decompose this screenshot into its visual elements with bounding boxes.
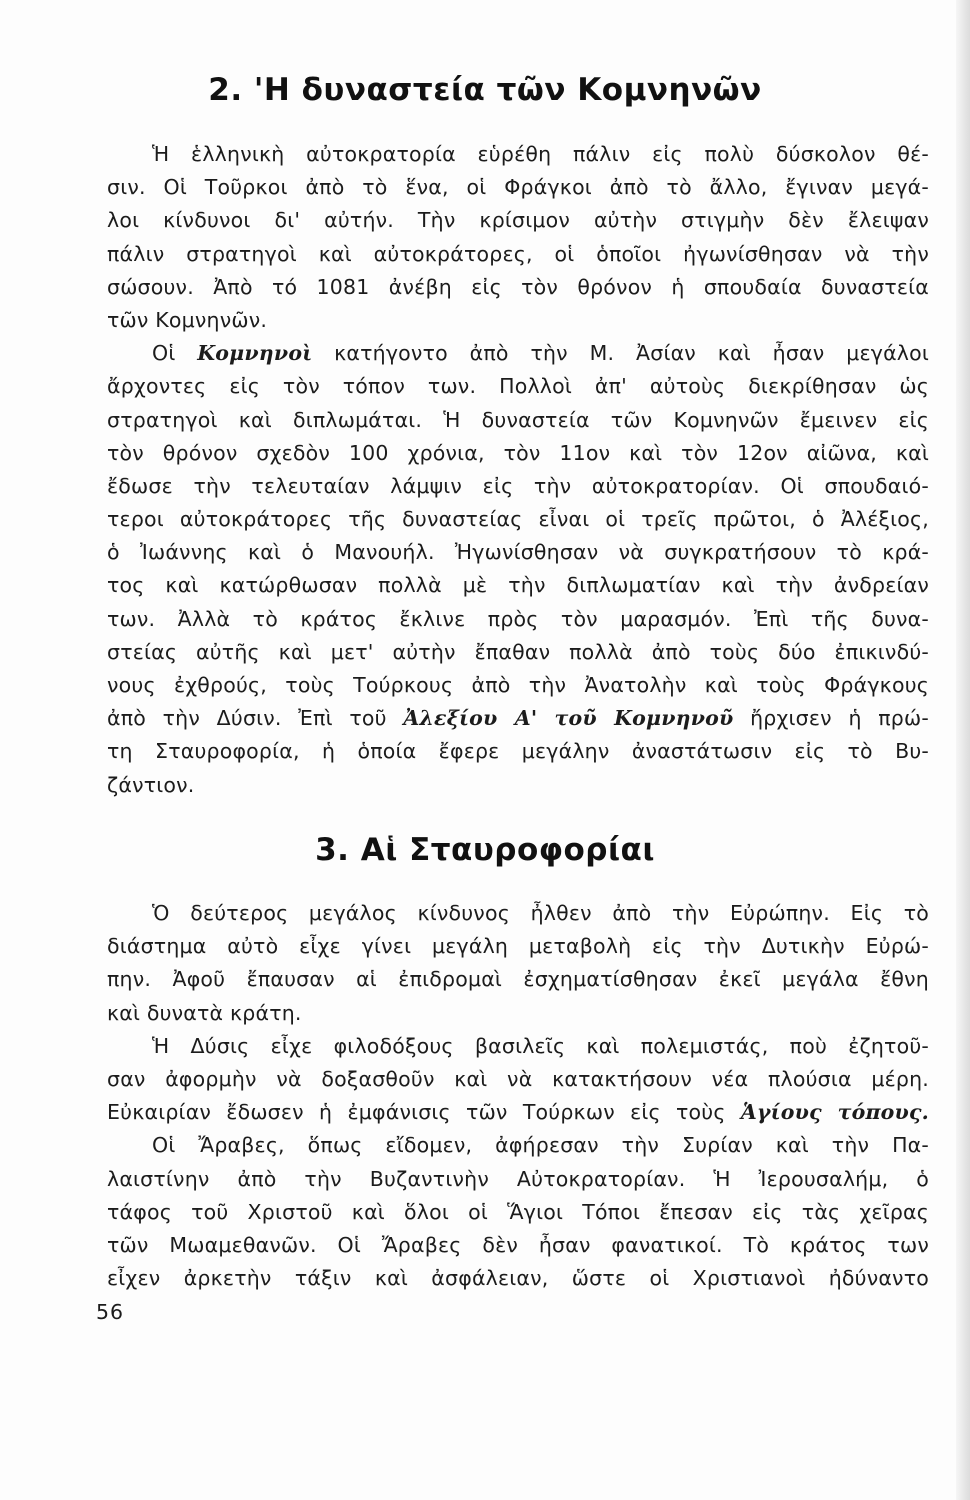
text-line: Ἡ ἑλληνικὴ αὐτοκρατορία εὑρέθη πάλιν εἰς πολὺ δύσκολον θέ- — [152, 142, 929, 166]
text-line: τη Σταυροφορία, ἡ ὁποία ἔφερε μεγάλην ἀναστάτωσιν εἰς τὸ Βυ- — [107, 739, 929, 764]
text-line: διάστημα αὐτὸ εἶχε γίνει μεγάλη μεταβολὴ εἰς τὴν Δυτικὴν Εὐρώ- — [107, 934, 929, 959]
text-line: τάφος τοῦ Χριστοῦ καὶ ὅλοι οἱ Ἅγιοι Τόποι ἔπεσαν εἰς τὰς χεῖρας — [107, 1199, 929, 1224]
text-line: Ὁ δεύτερος μεγάλος κίνδυνος ἦλθεν ἀπὸ τὴν Εὐρώπην. Εἰς τὸ — [152, 901, 929, 925]
text-line: σώσουν. Ἀπὸ τό 1081 ἀνέβη εἰς τὸν θρόνον ἡ σπουδαία δυναστεία — [107, 274, 929, 299]
text-line: πάλιν στρατηγοὶ καὶ αὐτοκράτορες, οἱ ὁποῖοι ἠγωνίσθησαν νὰ τὴν — [107, 241, 929, 266]
section-title-crusades: 3. Αἱ Σταυροφορίαι — [315, 832, 655, 868]
text-line: τῶν Μωαμεθανῶν. Οἱ Ἄραβες δὲν ἦσαν φανατικοί. Τὸ κράτος των — [107, 1232, 929, 1257]
section-body-komnenoi — [107, 138, 929, 802]
text-line: λαιστίνην ἀπὸ τὴν Βυζαντινὴν Αὐτοκρατορίαν. Ἡ Ἰερουσαλήμ, ὁ — [107, 1166, 929, 1191]
bold-term-holy-places: Ἁγίους τόπους. — [740, 1100, 929, 1125]
page-number: 56 — [96, 1300, 125, 1324]
text-line: σαν ἀφορμὴν νὰ δοξασθοῦν καὶ νὰ κατακτήσουν νέα πλούσια μέρη. — [107, 1066, 929, 1091]
text-line — [107, 337, 929, 370]
text-line: τεροι αὐτοκράτορες τῆς δυναστείας εἶναι οἱ τρεῖς πρῶτοι, ὁ Ἀλέξιος, — [107, 507, 929, 532]
text-run: ἤρχισεν ἡ πρώ- — [750, 706, 929, 731]
text-line: τὸν θρόνον σχεδὸν 100 χρόνια, τὸν 11ον καὶ τὸν 12ον αἰῶνα, καὶ — [107, 440, 929, 465]
text-line: σιν. Οἱ Τοῦρκοι ἀπὸ τὸ ἕνα, οἱ Φράγκοι ἀπὸ τὸ ἄλλο, ἔγιναν μεγά- — [107, 175, 929, 200]
text-line: στρατηγοὶ καὶ διπλωμάται. Ἡ δυναστεία τῶν Κομνηνῶν ἔμεινεν εἰς — [107, 407, 929, 432]
text-line: ἄρχοντες εἰς τὸν τόπον των. Πολλοὶ ἀπ' αὐτοὺς διεκρίθησαν ὡς — [107, 374, 929, 399]
text-run: ἀπὸ τὴν Δύσιν. Ἐπὶ τοῦ — [107, 706, 387, 731]
page-edge-shadow — [956, 0, 970, 1500]
text-line: στείας αὐτῆς καὶ μετ' αὐτὴν ἔπαθαν πολλὰ ἀπὸ τοὺς δύο ἐπικινδύ- — [107, 639, 929, 664]
text-line: των. Ἀλλὰ τὸ κράτος ἔκλινε πρὸς τὸν μαρασμόν. Ἐπὶ τῆς δυνα- — [107, 606, 929, 631]
section-body-crusades — [107, 897, 929, 1295]
text-line: λοι κίνδυνοι δι' αὐτήν. Τὴν κρίσιμον αὐτὴν στιγμὴν δὲν ἔλειψαν — [107, 208, 929, 233]
text-line: Οἱ Ἄραβες, ὅπως εἴδομεν, ἀφήρεσαν τὴν Συρίαν καὶ τὴν Πα- — [152, 1133, 929, 1158]
text-run: κατήγοντο ἀπὸ τὴν Μ. Ἀσίαν καὶ ἦσαν μεγάλοι — [334, 341, 929, 366]
bold-term-komnenoi: Κομνηνοὶ — [197, 341, 313, 366]
text-run: Οἱ — [152, 341, 176, 366]
section-title-komnenoi: 2. 'Η δυναστεία τῶν Κομνηνῶν — [208, 72, 762, 108]
text-line: καὶ δυνατὰ κράτη. — [107, 1000, 302, 1025]
text-line: Ἡ Δύσις εἶχε φιλοδόξους βασιλεῖς καὶ πολεμιστάς, ποὺ ἐζητοῦ- — [152, 1033, 929, 1058]
text-line: ὁ Ἰωάννης καὶ ὁ Μανουήλ. Ἠγωνίσθησαν νὰ συγκρατήσουν τὸ κρά- — [107, 540, 929, 565]
text-line: τος καὶ κατώρθωσαν πολλὰ μὲ τὴν διπλωματίαν καὶ τὴν ἀνδρείαν — [107, 573, 929, 598]
bold-term-alexios: Ἀλεξίου Α' τοῦ Κομνηνοῦ — [403, 706, 734, 731]
text-line: εἶχεν ἀρκετὴν τάξιν καὶ ἀσφάλειαν, ὥστε οἱ Χριστιανοὶ ἠδύναντο — [107, 1266, 929, 1291]
text-line: νους ἐχθρούς, τοὺς Τούρκους ἀπὸ τὴν Ἀνατολὴν καὶ τοὺς Φράγκους — [107, 673, 929, 697]
text-line — [107, 1096, 929, 1129]
text-line: ἔδωσε τὴν τελευταίαν λάμψιν εἰς τὴν αὐτοκρατορίαν. Οἱ σπουδαιό- — [107, 473, 929, 498]
text-run: Εὐκαιρίαν ἔδωσεν ἡ ἐμφάνισις τῶν Τούρκων εἰς τοὺς — [107, 1100, 726, 1125]
text-line: τῶν Κομνηνῶν. — [107, 307, 268, 332]
text-line — [107, 702, 929, 735]
text-line: ζάντιον. — [107, 772, 195, 797]
text-line: πην. Ἀφοῦ ἔπαυσαν αἱ ἐπιδρομαὶ ἐσχηματίσθησαν ἐκεῖ μεγάλα ἔθνη — [107, 967, 929, 992]
